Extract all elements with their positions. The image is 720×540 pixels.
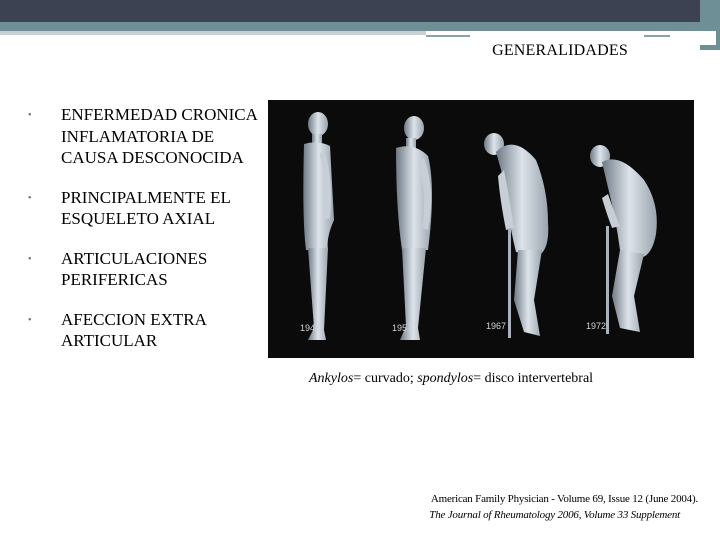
year-label-1967: 1967 xyxy=(486,321,507,331)
bullet-text: AFECCION EXTRA ARTICULAR xyxy=(61,309,206,350)
bullet-text: ARTICULACIONES PERIFERICAS xyxy=(61,248,208,289)
photo-caption xyxy=(309,371,593,387)
bullet-item xyxy=(28,309,268,352)
header-accent-band xyxy=(0,22,720,31)
header-bar xyxy=(0,0,720,22)
bullet-item xyxy=(28,248,268,291)
reference-afp: American Family Physician - Volume 69, Issue 12 (June 2004). xyxy=(430,493,698,505)
year-label-1947: 1947 xyxy=(300,323,321,333)
tab-line-left xyxy=(426,35,470,37)
bullet-item xyxy=(28,187,268,230)
bullet-icon: • xyxy=(28,192,32,204)
caption-term-ankylos: Ankylos xyxy=(309,371,354,386)
bullet-icon: • xyxy=(28,110,32,121)
figure-1967 xyxy=(484,133,548,338)
corner-decoration-dark xyxy=(690,0,700,22)
bullet-text: ENFERMEDAD CRONICA INFLAMATORIA DE CAUSA DESCONOCIDA xyxy=(61,105,257,167)
photo-illustration xyxy=(268,100,694,358)
bullet-text: PRINCIPALMENTE EL ESQUELETO AXIAL xyxy=(61,187,231,228)
figure-1947 xyxy=(303,112,334,340)
caption-def-ankylos: = curvado; xyxy=(353,371,418,386)
slide-title: GENERALIDADES xyxy=(492,42,628,59)
figure-1957 xyxy=(396,116,432,340)
posture-progression-photo xyxy=(268,100,694,358)
caption-term-spondylos: spondylos xyxy=(417,371,474,386)
figure-1972 xyxy=(590,145,657,334)
bullet-icon: • xyxy=(28,253,32,265)
caption-def-spondylos: = disco intervertebral xyxy=(473,371,594,386)
tab-line-right xyxy=(644,35,670,37)
bullet-item xyxy=(28,104,268,169)
bullet-icon: • xyxy=(28,314,32,326)
year-label-1957: 1957 xyxy=(392,323,413,333)
year-label-1972: 1972 xyxy=(586,321,607,331)
reference-jrheum: The Journal of Rheumatology 2006, Volume 33 Supplement xyxy=(429,509,680,521)
bullet-list xyxy=(28,104,268,370)
